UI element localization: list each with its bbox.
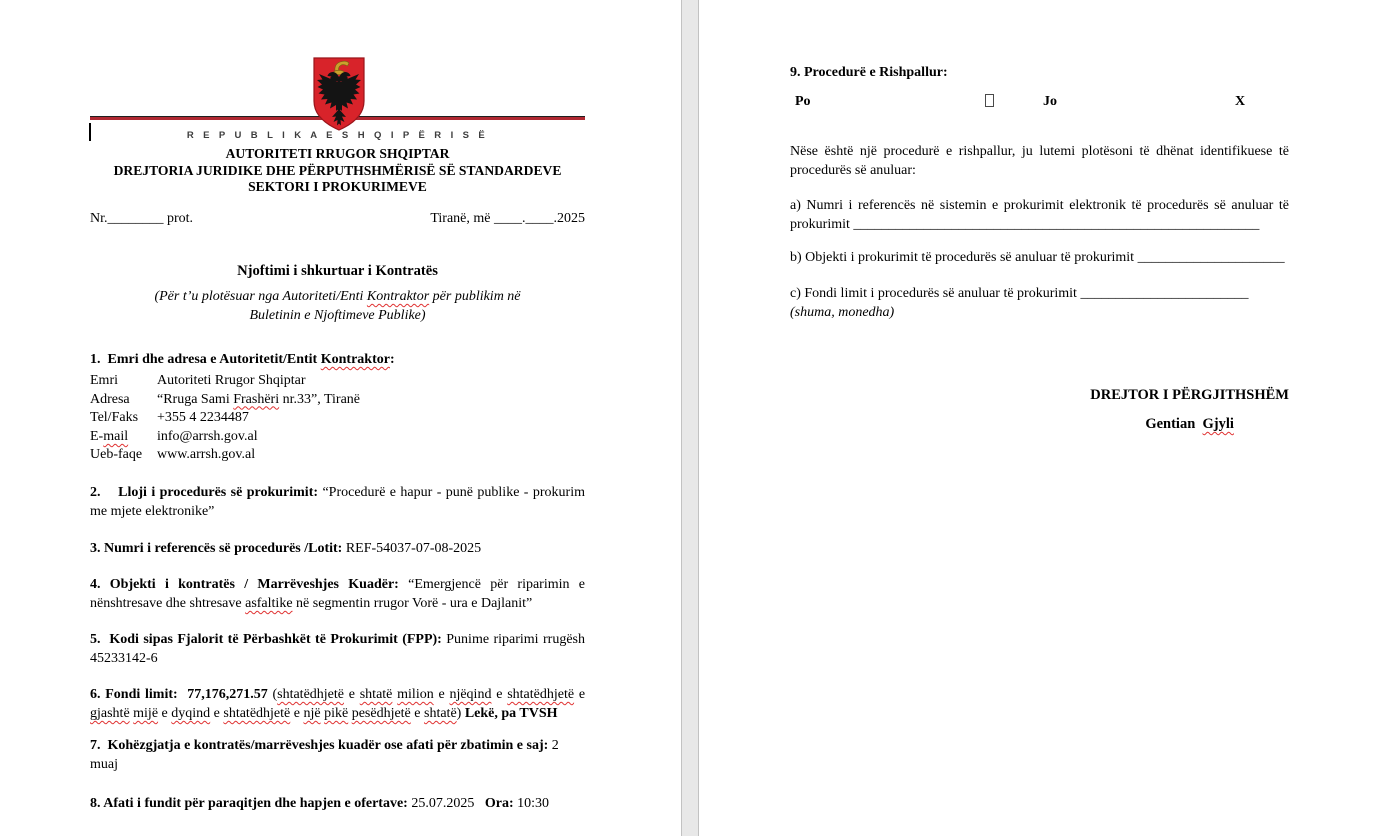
org-header-block	[90, 146, 585, 196]
section-4-contract-object: 4. Objekti i kontratës / Marrëveshjes Kuadër: “Emergjencë për riparimin e nënshtresave dhe shtresave asfaltike në segmentin rrugor Vorë - ura e Dajlanit”	[90, 576, 585, 611]
contact-label: Ueb-faqe	[90, 447, 143, 463]
document-title: Njoftimi i shkurtuar i Kontratës	[237, 263, 438, 279]
contact-label: Emri	[90, 373, 118, 388]
document-subtitle-line-2: Buletinin e Njoftimeve Publike)	[249, 308, 426, 323]
section-8-deadline: 8. Afati i fundit për paraqitjen dhe hapjen e ofertave: 25.07.2025 Ora: 10:30	[90, 795, 549, 811]
republic-title: R E P U B L I K A E S H Q I P Ë R I S Ë	[186, 130, 489, 141]
contact-value: “Rruga Sami Frashëri nr.33”, Tiranë	[157, 391, 360, 407]
contact-value: info@arrsh.gov.al	[157, 428, 258, 444]
option-po-label: Po	[795, 94, 811, 109]
albanian-eagle-crest-icon	[313, 57, 365, 131]
contact-value: Autoriteti Rrugor Shqiptar	[157, 373, 306, 388]
contact-row-email	[90, 428, 585, 447]
republished-procedure-options	[790, 94, 1289, 111]
annulled-reference-number-line: a) Numri i referencës në sistemin e prokurimit elektronik të procedurës së anuluar të prokurimit __________________________________________________________	[790, 198, 1289, 232]
empty-checkbox-icon[interactable]	[985, 94, 994, 107]
contact-label: E-mail	[90, 428, 129, 444]
page-2-body	[790, 63, 1289, 434]
section-1-heading: 1. Emri dhe adresa e Autoritetit/Entit Kontraktor:	[90, 352, 395, 367]
contact-row-address	[90, 391, 585, 410]
republished-intro-paragraph: Nëse është një procedurë e rishpallur, ju lutemi plotësoni të dhënat identifikuese të procedurës së anuluar:	[790, 144, 1289, 178]
section-9-heading: 9. Procedurë e Rishpallur:	[790, 65, 948, 80]
document-page-1	[0, 0, 681, 836]
contact-row-name	[90, 372, 585, 391]
page-gap-divider	[681, 0, 699, 836]
contact-value: www.arrsh.gov.al	[157, 447, 256, 463]
org-directorate-line: DREJTORIA JURIDIKE DHE PËRPUTHSHMËRISË SË STANDARDEVE	[113, 162, 562, 178]
contact-row-website	[90, 446, 585, 465]
contact-row-phone	[90, 409, 585, 428]
document-subtitle-line-1: (Për t’u plotësuar nga Autoriteti/Enti Kontraktor për publikim në	[154, 289, 521, 304]
protocol-number-blank: Nr.________ prot.	[90, 211, 194, 226]
date-place-blank: Tiranë, më ____.____.2025	[430, 211, 585, 226]
section-6-fund-limit: 6. Fondi limit: 77,176,271.57 (shtatëdhjetë e shtatë milion e njëqind e shtatëdhjetë e gjashtë mijë e dyqind e shtatëdhjetë e një pikë pesëdhjetë e shtatë) Lekë, pa TVSH	[90, 686, 586, 721]
contact-value: +355 4 2234487	[157, 410, 249, 426]
section-3-reference-number: 3. Numri i referencës së procedurës /Lotit: REF-54037-07-08-2025	[90, 540, 482, 556]
signature-block	[790, 386, 1289, 434]
signatory-name: Gentian Gjyli	[1145, 416, 1234, 432]
contact-label: Adresa	[90, 391, 130, 407]
org-sector-line: SEKTORI I PROKURIMEVE	[248, 179, 427, 194]
section-7-contract-duration: 7. Kohëzgjatja e kontratës/marrëveshjes kuadër ose afati për zbatimin e saj: 2 muaj	[90, 737, 559, 772]
signatory-title: DREJTOR I PËRGJITHSHËM	[1090, 387, 1289, 403]
org-name-line: AUTORITETI RRUGOR SHQIPTAR	[225, 146, 450, 161]
document-page-2	[699, 0, 1374, 836]
section-5-cpv-code: 5. Kodi sipas Fjalorit të Përbashkët të Prokurimit (FPP): Punime riparimi rrugësh 45233142-6	[90, 631, 585, 666]
option-jo-label: Jo	[1043, 94, 1057, 109]
section-2-procedure-type: 2. Lloji i procedurës së prokurimit: “Procedurë e hapur - punë publike - prokurim me mjete elektronike”	[90, 484, 585, 519]
annulled-object-line: b) Objekti i prokurimit të procedurës së anuluar të prokurimit _____________________	[790, 250, 1285, 265]
contact-label: Tel/Faks	[90, 410, 139, 426]
page-1-body	[90, 262, 585, 813]
jo-x-mark[interactable]: X	[1235, 94, 1246, 109]
contact-details-table	[90, 372, 585, 465]
protocol-date-row	[90, 211, 585, 227]
annulled-fund-limit-line: c) Fondi limit i procedurës së anuluar të prokurimit ________________________ (shuma, monedha)	[790, 286, 1249, 320]
